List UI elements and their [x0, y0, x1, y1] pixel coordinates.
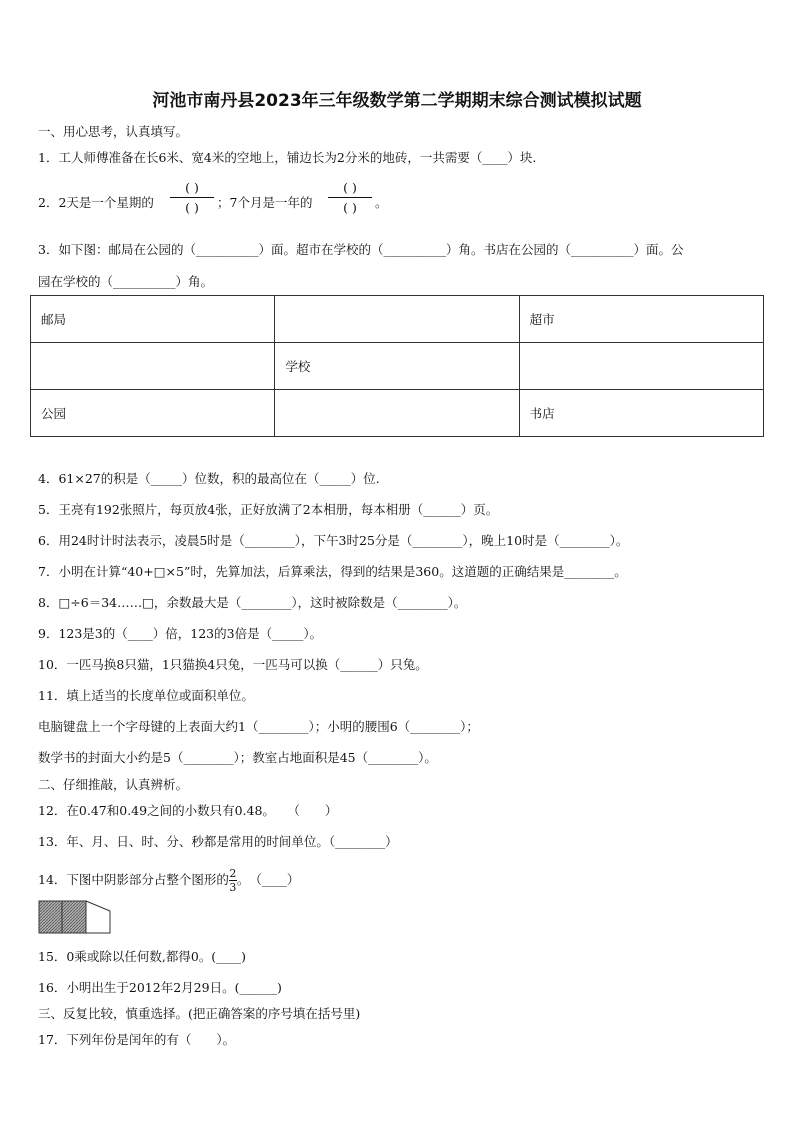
- location-grid: [30, 295, 764, 437]
- grid-cell: 邮局: [31, 296, 275, 343]
- question-3-line-1: 3．如下图：邮局在公园的（__________）面。超市在学校的（__________）角。书店在公园的（__________）面。公: [38, 242, 684, 257]
- question-14: [38, 868, 299, 893]
- shaded-part-1: [39, 901, 62, 933]
- grid-cell: [275, 390, 519, 437]
- question-9: 9．123是3的（____）倍，123的3倍是（_____）。: [38, 626, 323, 641]
- fraction-blank-1: [170, 180, 214, 215]
- section-heading-3: 三、反复比较，慎重选择。(把正确答案的序号填在括号里): [38, 1006, 361, 1021]
- question-5: 5．王亮有192张照片，每页放4张，正好放满了2本相册，每本相册（______）页。: [38, 502, 499, 517]
- question-12: 12．在0.47和0.49之间的小数只有0.48。 （ ）: [38, 803, 338, 818]
- fraction-numerator: ( ): [185, 180, 199, 195]
- grid-cell: 公园: [31, 390, 275, 437]
- question-16: 16．小明出生于2012年2月29日。(______): [38, 980, 282, 995]
- shaded-shape-figure: [38, 899, 114, 935]
- question-6: 6．用24时计时法表示，凌晨5时是（________），下午3时25分是（________），晚上10时是（________）。: [38, 533, 629, 548]
- page-title: 河池市南丹县2023年三年级数学第二学期期末综合测试模拟试题: [152, 91, 642, 111]
- grid-cell: 书店: [519, 390, 763, 437]
- fraction-two-thirds: [229, 868, 237, 893]
- question-11-line-a: 电脑键盘上一个字母键的上表面大约1（________）；小明的腰围6（________）；: [38, 719, 479, 734]
- section-heading-2: 二、仔细推敲，认真辨析。: [38, 777, 189, 792]
- unshaded-part: [86, 901, 110, 933]
- question-14-text-b: 。 （____）: [236, 872, 300, 887]
- question-4: 4．61×27的积是（_____）位数，积的最高位在（_____）位.: [38, 471, 380, 486]
- fraction-denominator: 3: [229, 881, 237, 894]
- grid-cell: 超市: [519, 296, 763, 343]
- grid-cell: 学校: [275, 343, 519, 390]
- shaded-part-2: [62, 901, 86, 933]
- question-14-text-a: 14．下图中阴影部分占整个图形的: [38, 872, 229, 887]
- question-13: 13．年、月、日、时、分、秒都是常用的时间单位。（________）: [38, 834, 398, 849]
- question-17: 17．下列年份是闰年的有（ ）。: [38, 1032, 236, 1047]
- fraction-blank-2: [328, 180, 372, 215]
- question-1: 1．工人师傅准备在长6米、宽4米的空地上，铺边长为2分米的地砖，一共需要（____）块.: [38, 150, 537, 165]
- question-2-text-a: 2．2天是一个星期的: [38, 195, 154, 210]
- question-8: 8．□÷6＝34……□，余数最大是（________），这时被除数是（________）。: [38, 595, 467, 610]
- question-2-text-end: 。: [375, 195, 388, 210]
- fraction-numerator: ( ): [343, 180, 357, 195]
- question-2-text-b: ；7个月是一年的: [217, 195, 313, 210]
- fraction-denominator: ( ): [343, 200, 357, 215]
- question-11-line-b: 数学书的封面大小约是5（________）；教室占地面积是45（________）。: [38, 750, 437, 765]
- fraction-denominator: ( ): [185, 200, 199, 215]
- grid-cell: [275, 296, 519, 343]
- question-10: 10．一匹马换8只猫，1只猫换4只兔，一匹马可以换（______）只兔。: [38, 657, 428, 672]
- question-11: 11．填上适当的长度单位或面积单位。: [38, 688, 254, 703]
- section-heading-1: 一、用心思考，认真填写。: [38, 124, 189, 139]
- question-7: 7．小明在计算“40+□×5”时，先算加法，后算乘法，得到的结果是360。这道题的正确结果是________。: [38, 564, 627, 579]
- question-15: 15．0乘或除以任何数,都得0。(____): [38, 949, 247, 964]
- grid-cell: [31, 343, 275, 390]
- grid-cell: [519, 343, 763, 390]
- fraction-numerator: 2: [229, 867, 237, 880]
- question-3-line-2: 园在学校的（__________）角。: [38, 274, 214, 289]
